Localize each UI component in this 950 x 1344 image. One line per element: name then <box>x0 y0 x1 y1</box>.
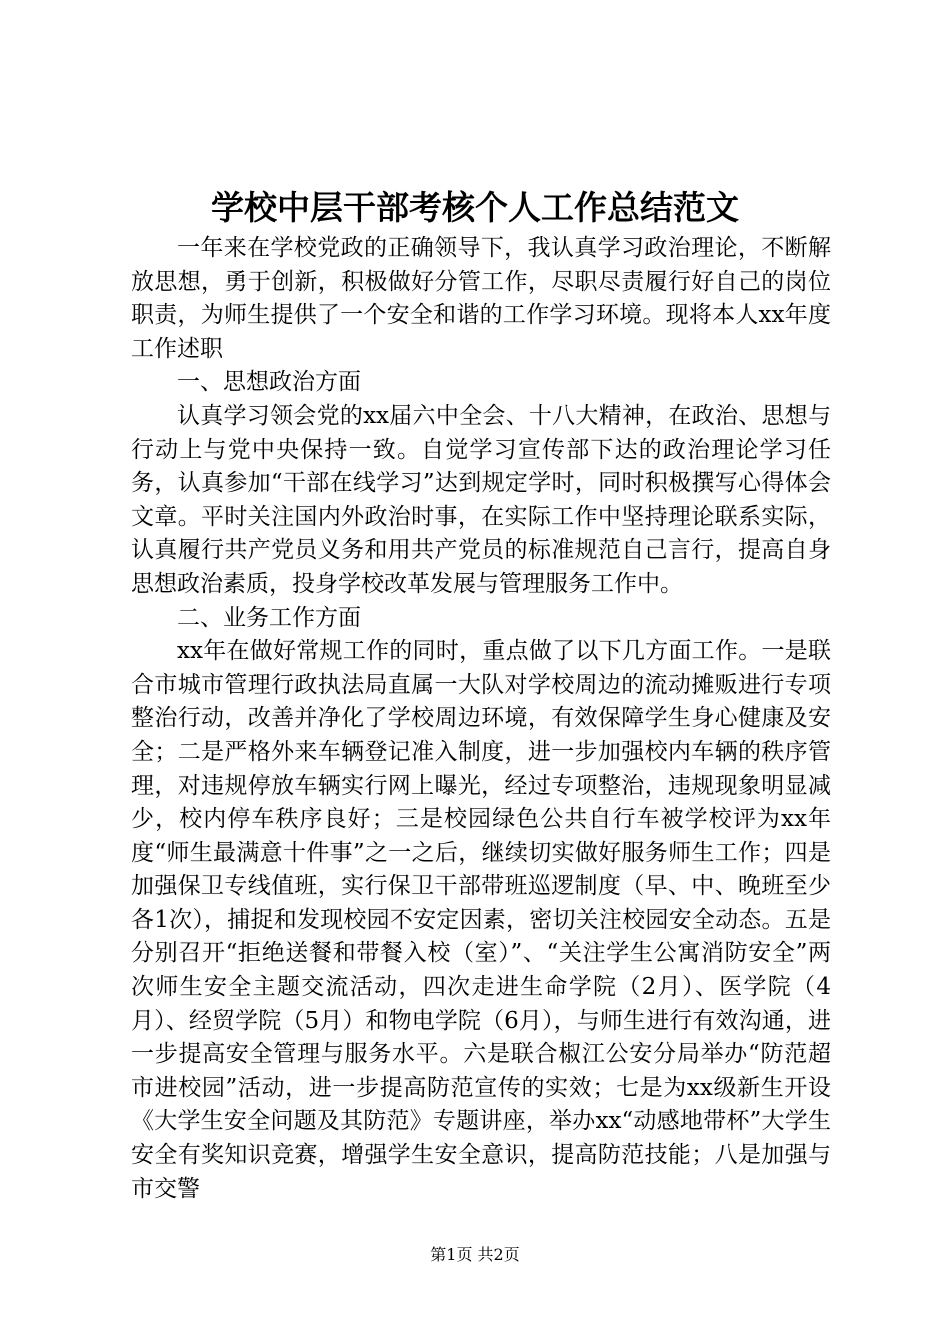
section-body-work: xx年在做好常规工作的同时，重点做了以下几方面工作。一是联合市城市管理行政执法局直属一大队对学校周边的流动摊贩进行专项整治行动，改善并净化了学校周边环境，有效保障学生身心健康及安全；二是严格外来车辆登记准入制度，进一步加强校内车辆的秩序管理，对违规停放车辆实行网上曝光，经过专项整治，违规现象明显减少，校内停车秩序良好；三是校园绿色公共自行车被学校评为xx年度“师生最满意十件事”之一之后，继续切实做好服务师生工作；四是加强保卫专线值班，实行保卫干部带班巡逻制度（早、中、晚班至少各1次），捕捉和发现校园不安定因素，密切关注校园安全动态。五是分别召开“拒绝送餐和带餐入校（室）”、“关注学生公寓消防安全”两次师生安全主题交流活动，四次走进生命学院（2月）、医学院（4月）、经贸学院（5月）和物电学院（6月），与师生进行有效沟通，进一步提高安全管理与服务水平。六是联合椒江公安分局举办“防范超市进校园”活动，进一步提高防范宣传的实效；七是为xx级新生开设《大学生安全问题及其防范》专题讲座，举办xx“动感地带杯”大学生安全有奖知识竞赛，增强学生安全意识，提高防范技能；八是加强与市交警 <box>131 638 831 1202</box>
document-title: 学校中层干部考核个人工作总结范文 <box>211 188 739 227</box>
section-heading-politics: 一、思想政治方面 <box>177 369 361 396</box>
document-body <box>131 232 831 1206</box>
section-heading-work: 二、业务工作方面 <box>177 604 361 631</box>
page-footer: 第1页 共2页 <box>430 1245 520 1264</box>
intro-paragraph: 一年来在学校党政的正确领导下，我认真学习政治理论，不断解放思想，勇于创新，积极做好分管工作，尽职尽责履行好自己的岗位职责，为师生提供了一个安全和谐的工作学习环境。现将本人xx年度工作述职 <box>131 235 831 362</box>
section-body-politics: 认真学习领会党的xx届六中全会、十八大精神，在政治、思想与行动上与党中央保持一致。自觉学习宣传部下达的政治理论学习任务，认真参加“干部在线学习”达到规定学时，同时积极撰写心得体会文章。平时关注国内外政治时事，在实际工作中坚持理论联系实际，认真履行共产党员义务和用共产党员的标准规范自己言行，提高自身思想政治素质，投身学校改革发展与管理服务工作中。 <box>131 402 831 597</box>
